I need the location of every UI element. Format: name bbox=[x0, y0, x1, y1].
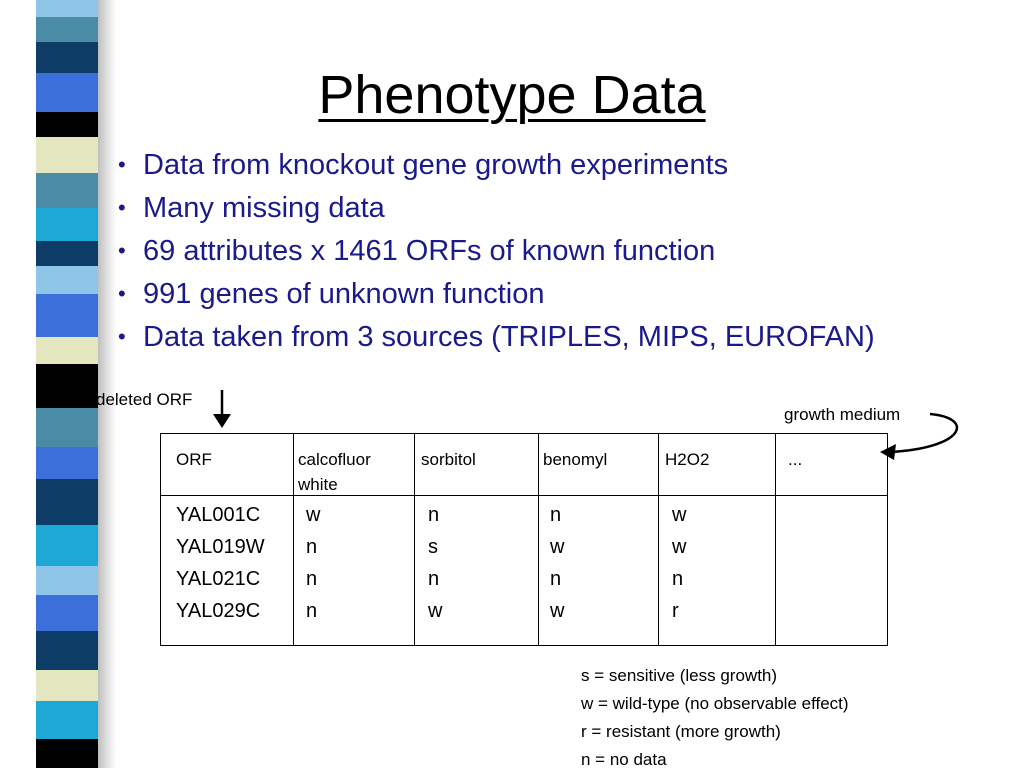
bullet-marker: • bbox=[118, 324, 126, 349]
table-cell: w bbox=[306, 504, 321, 526]
stripe-block bbox=[36, 739, 98, 768]
stripe-block bbox=[36, 479, 98, 525]
table-cell: w bbox=[428, 600, 443, 622]
table-cell: n bbox=[428, 504, 440, 526]
deleted-orf-label: deleted ORF bbox=[96, 390, 193, 409]
stripe-block bbox=[36, 0, 98, 17]
stripe-block bbox=[36, 266, 98, 295]
column-header-calcofluor: calcofluor white bbox=[298, 450, 371, 494]
table-cell-orf: YAL001C bbox=[176, 504, 261, 526]
stripe-block bbox=[36, 447, 98, 480]
table-cell: n bbox=[306, 568, 318, 590]
phenotype-table bbox=[160, 433, 888, 646]
legend-item: s = sensitive (less growth) bbox=[581, 666, 778, 685]
stripe-block bbox=[36, 408, 98, 447]
column-divider bbox=[414, 434, 415, 645]
table-cell: n bbox=[306, 600, 318, 622]
column-divider bbox=[658, 434, 659, 645]
column-header-more: ... bbox=[788, 450, 803, 469]
table-cell: s bbox=[428, 536, 438, 558]
column-divider bbox=[775, 434, 776, 645]
stripe-block bbox=[36, 337, 98, 364]
column-header-h2o2: H2O2 bbox=[665, 450, 710, 469]
header-divider bbox=[161, 495, 887, 496]
bullet-marker: • bbox=[118, 195, 126, 220]
table-cell-orf: YAL029C bbox=[176, 600, 261, 622]
stripe-block bbox=[36, 137, 98, 174]
table-cell: r bbox=[672, 600, 679, 622]
stripe-block bbox=[36, 173, 98, 208]
column-divider bbox=[538, 434, 539, 645]
legend-item: n = no data bbox=[581, 750, 667, 769]
column-header-sorbitol: sorbitol bbox=[421, 450, 476, 469]
table-cell: n bbox=[428, 568, 440, 590]
table-cell: w bbox=[550, 600, 565, 622]
deleted-orf-arrow bbox=[213, 390, 231, 428]
stripe-block bbox=[36, 525, 98, 565]
table-cell: w bbox=[672, 536, 687, 558]
table-cell: w bbox=[672, 504, 687, 526]
bullet-list bbox=[116, 146, 875, 361]
column-header-benomyl: benomyl bbox=[543, 450, 608, 469]
stripe-block bbox=[36, 631, 98, 670]
growth-medium-label: growth medium bbox=[784, 405, 901, 424]
bullet-marker: • bbox=[118, 152, 126, 177]
bullet-marker: • bbox=[118, 281, 126, 306]
bullet-item: • Data from knockout gene growth experiments bbox=[116, 146, 875, 189]
stripe-block bbox=[36, 364, 98, 408]
legend-item: r = resistant (more growth) bbox=[581, 722, 781, 741]
stripe-block bbox=[36, 595, 98, 632]
stripe-block bbox=[36, 670, 98, 701]
bullet-item: • Many missing data bbox=[116, 189, 875, 232]
bullet-item: • 69 attributes x 1461 ORFs of known function bbox=[116, 232, 875, 275]
bullet-item: • 991 genes of unknown function bbox=[116, 275, 875, 318]
stripe-block bbox=[36, 241, 98, 266]
slide-title: Phenotype Data bbox=[318, 65, 706, 125]
stripe-block bbox=[36, 294, 98, 336]
stripe-block bbox=[36, 701, 98, 740]
table-cell: n bbox=[550, 504, 562, 526]
table-cell: w bbox=[550, 536, 565, 558]
stripe-block bbox=[36, 208, 98, 241]
bullet-marker: • bbox=[118, 238, 126, 263]
bullet-item: • Data taken from 3 sources (TRIPLES, MIPS, EUROFAN) bbox=[116, 318, 875, 361]
table-cell-orf: YAL019W bbox=[176, 536, 265, 558]
table-cell: n bbox=[672, 568, 684, 590]
stripe-block bbox=[36, 566, 98, 595]
table-cell-orf: YAL021C bbox=[176, 568, 261, 590]
column-divider bbox=[293, 434, 294, 645]
column-header-orf: ORF bbox=[176, 450, 212, 469]
table-cell: n bbox=[550, 568, 562, 590]
legend-item: w = wild-type (no observable effect) bbox=[581, 694, 849, 713]
stripe-block bbox=[36, 17, 98, 42]
legend bbox=[581, 662, 849, 774]
table-cell: n bbox=[306, 536, 318, 558]
